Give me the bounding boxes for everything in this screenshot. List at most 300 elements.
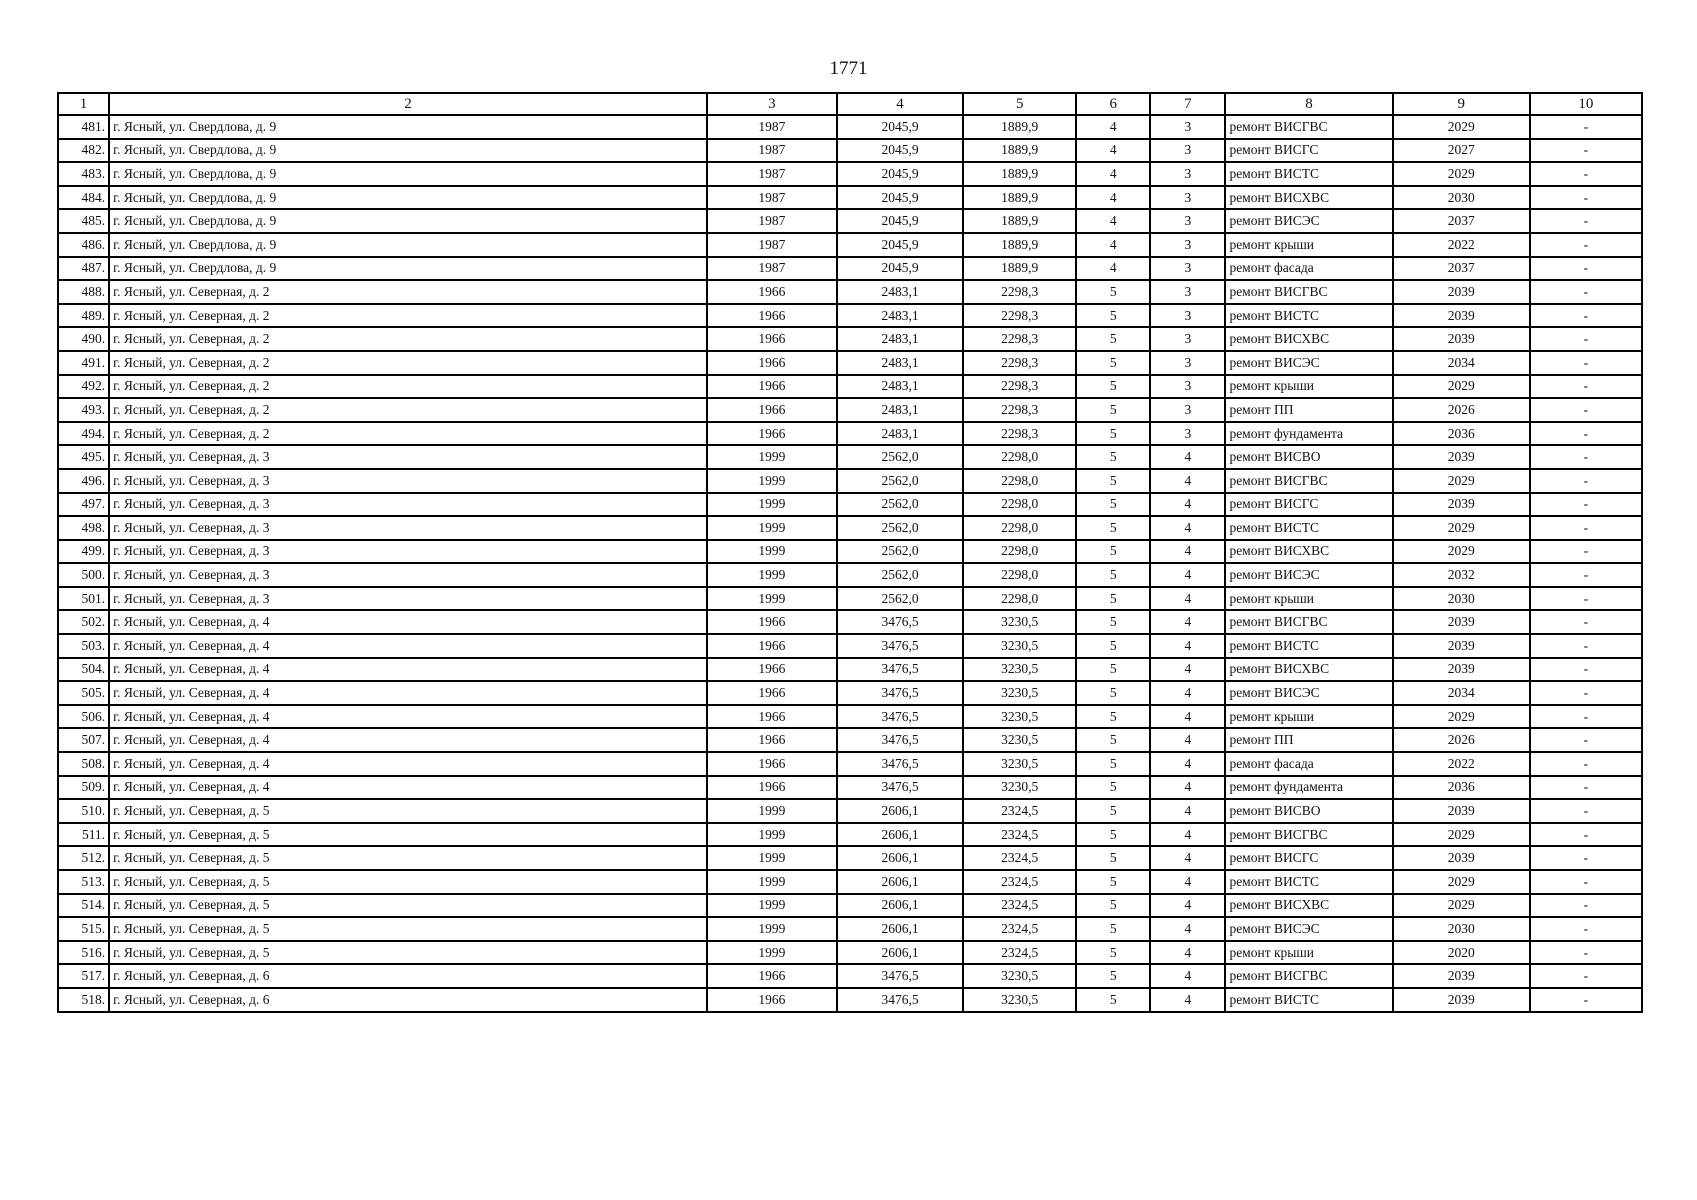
total-area-cell: 3476,5 xyxy=(837,752,963,776)
planned-year-cell: 2039 xyxy=(1393,493,1530,517)
column-header: 7 xyxy=(1150,93,1225,115)
work-type-cell: ремонт ВИСТС xyxy=(1225,988,1392,1012)
address-cell: г. Ясный, ул. Северная, д. 5 xyxy=(109,799,707,823)
year-built-cell: 1966 xyxy=(707,776,837,800)
living-area-cell: 3230,5 xyxy=(963,728,1076,752)
table-row xyxy=(58,398,1642,422)
floors-cell: 5 xyxy=(1076,634,1150,658)
floors-cell: 5 xyxy=(1076,799,1150,823)
address-cell: г. Ясный, ул. Свердлова, д. 9 xyxy=(109,209,707,233)
planned-year-cell: 2026 xyxy=(1393,728,1530,752)
entrances-cell: 4 xyxy=(1150,540,1225,564)
floors-cell: 5 xyxy=(1076,964,1150,988)
floors-cell: 5 xyxy=(1076,422,1150,446)
row-number-cell: 486. xyxy=(58,233,109,257)
note-cell: - xyxy=(1530,257,1642,281)
work-type-cell: ремонт ВИСГС xyxy=(1225,493,1392,517)
year-built-cell: 1966 xyxy=(707,728,837,752)
floors-cell: 5 xyxy=(1076,681,1150,705)
year-built-cell: 1999 xyxy=(707,941,837,965)
row-number-cell: 494. xyxy=(58,422,109,446)
work-type-cell: ремонт ВИСЭС xyxy=(1225,563,1392,587)
living-area-cell: 3230,5 xyxy=(963,634,1076,658)
work-type-cell: ремонт ВИСЭС xyxy=(1225,209,1392,233)
note-cell: - xyxy=(1530,894,1642,918)
address-cell: г. Ясный, ул. Северная, д. 5 xyxy=(109,823,707,847)
total-area-cell: 3476,5 xyxy=(837,776,963,800)
entrances-cell: 4 xyxy=(1150,634,1225,658)
floors-cell: 5 xyxy=(1076,516,1150,540)
floors-cell: 5 xyxy=(1076,894,1150,918)
planned-year-cell: 2029 xyxy=(1393,162,1530,186)
planned-year-cell: 2029 xyxy=(1393,115,1530,139)
living-area-cell: 2298,0 xyxy=(963,469,1076,493)
entrances-cell: 4 xyxy=(1150,941,1225,965)
living-area-cell: 2324,5 xyxy=(963,823,1076,847)
living-area-cell: 2324,5 xyxy=(963,917,1076,941)
note-cell: - xyxy=(1530,186,1642,210)
floors-cell: 5 xyxy=(1076,563,1150,587)
row-number-cell: 509. xyxy=(58,776,109,800)
row-number-cell: 490. xyxy=(58,327,109,351)
total-area-cell: 2562,0 xyxy=(837,563,963,587)
table-header-row xyxy=(58,93,1642,115)
work-type-cell: ремонт фасада xyxy=(1225,257,1392,281)
floors-cell: 5 xyxy=(1076,870,1150,894)
row-number-cell: 515. xyxy=(58,917,109,941)
year-built-cell: 1999 xyxy=(707,799,837,823)
living-area-cell: 2298,3 xyxy=(963,304,1076,328)
address-cell: г. Ясный, ул. Свердлова, д. 9 xyxy=(109,186,707,210)
table-row xyxy=(58,705,1642,729)
floors-cell: 5 xyxy=(1076,587,1150,611)
work-type-cell: ремонт крыши xyxy=(1225,941,1392,965)
total-area-cell: 2045,9 xyxy=(837,209,963,233)
work-type-cell: ремонт крыши xyxy=(1225,705,1392,729)
total-area-cell: 3476,5 xyxy=(837,634,963,658)
note-cell: - xyxy=(1530,398,1642,422)
address-cell: г. Ясный, ул. Северная, д. 4 xyxy=(109,658,707,682)
total-area-cell: 2606,1 xyxy=(837,917,963,941)
address-cell: г. Ясный, ул. Северная, д. 3 xyxy=(109,445,707,469)
work-type-cell: ремонт ВИСГВС xyxy=(1225,610,1392,634)
address-cell: г. Ясный, ул. Северная, д. 6 xyxy=(109,988,707,1012)
note-cell: - xyxy=(1530,115,1642,139)
table-row xyxy=(58,516,1642,540)
planned-year-cell: 2039 xyxy=(1393,280,1530,304)
planned-year-cell: 2039 xyxy=(1393,658,1530,682)
year-built-cell: 1966 xyxy=(707,304,837,328)
table-body xyxy=(58,115,1642,1012)
planned-year-cell: 2039 xyxy=(1393,304,1530,328)
row-number-cell: 492. xyxy=(58,375,109,399)
year-built-cell: 1987 xyxy=(707,162,837,186)
total-area-cell: 2483,1 xyxy=(837,398,963,422)
living-area-cell: 2298,3 xyxy=(963,280,1076,304)
entrances-cell: 3 xyxy=(1150,375,1225,399)
planned-year-cell: 2029 xyxy=(1393,516,1530,540)
planned-year-cell: 2034 xyxy=(1393,681,1530,705)
table-row xyxy=(58,917,1642,941)
address-cell: г. Ясный, ул. Северная, д. 5 xyxy=(109,917,707,941)
living-area-cell: 2324,5 xyxy=(963,941,1076,965)
floors-cell: 4 xyxy=(1076,162,1150,186)
note-cell: - xyxy=(1530,422,1642,446)
entrances-cell: 4 xyxy=(1150,964,1225,988)
address-cell: г. Ясный, ул. Северная, д. 2 xyxy=(109,327,707,351)
address-cell: г. Ясный, ул. Свердлова, д. 9 xyxy=(109,257,707,281)
total-area-cell: 2045,9 xyxy=(837,139,963,163)
table-row xyxy=(58,894,1642,918)
planned-year-cell: 2029 xyxy=(1393,375,1530,399)
work-type-cell: ремонт ПП xyxy=(1225,728,1392,752)
year-built-cell: 1987 xyxy=(707,186,837,210)
address-cell: г. Ясный, ул. Северная, д. 2 xyxy=(109,280,707,304)
planned-year-cell: 2030 xyxy=(1393,917,1530,941)
floors-cell: 4 xyxy=(1076,257,1150,281)
work-type-cell: ремонт ВИСГВС xyxy=(1225,280,1392,304)
table-row xyxy=(58,870,1642,894)
column-header: 3 xyxy=(707,93,837,115)
living-area-cell: 1889,9 xyxy=(963,186,1076,210)
entrances-cell: 3 xyxy=(1150,115,1225,139)
note-cell: - xyxy=(1530,445,1642,469)
entrances-cell: 4 xyxy=(1150,658,1225,682)
year-built-cell: 1966 xyxy=(707,988,837,1012)
work-type-cell: ремонт ВИСТС xyxy=(1225,304,1392,328)
year-built-cell: 1999 xyxy=(707,894,837,918)
column-header: 4 xyxy=(837,93,963,115)
living-area-cell: 3230,5 xyxy=(963,776,1076,800)
row-number-cell: 511. xyxy=(58,823,109,847)
total-area-cell: 3476,5 xyxy=(837,658,963,682)
total-area-cell: 2606,1 xyxy=(837,941,963,965)
address-cell: г. Ясный, ул. Северная, д. 5 xyxy=(109,870,707,894)
year-built-cell: 1966 xyxy=(707,705,837,729)
floors-cell: 5 xyxy=(1076,728,1150,752)
entrances-cell: 4 xyxy=(1150,610,1225,634)
planned-year-cell: 2036 xyxy=(1393,776,1530,800)
row-number-cell: 513. xyxy=(58,870,109,894)
entrances-cell: 3 xyxy=(1150,327,1225,351)
address-cell: г. Ясный, ул. Северная, д. 3 xyxy=(109,540,707,564)
address-cell: г. Ясный, ул. Северная, д. 4 xyxy=(109,705,707,729)
total-area-cell: 2483,1 xyxy=(837,422,963,446)
living-area-cell: 3230,5 xyxy=(963,610,1076,634)
row-number-cell: 517. xyxy=(58,964,109,988)
floors-cell: 5 xyxy=(1076,752,1150,776)
floors-cell: 5 xyxy=(1076,375,1150,399)
address-cell: г. Ясный, ул. Северная, д. 3 xyxy=(109,563,707,587)
floors-cell: 5 xyxy=(1076,610,1150,634)
year-built-cell: 1966 xyxy=(707,351,837,375)
entrances-cell: 3 xyxy=(1150,351,1225,375)
total-area-cell: 3476,5 xyxy=(837,705,963,729)
column-header: 10 xyxy=(1530,93,1642,115)
row-number-cell: 502. xyxy=(58,610,109,634)
table-row xyxy=(58,469,1642,493)
address-cell: г. Ясный, ул. Свердлова, д. 9 xyxy=(109,162,707,186)
table-row xyxy=(58,752,1642,776)
entrances-cell: 4 xyxy=(1150,516,1225,540)
address-cell: г. Ясный, ул. Северная, д. 2 xyxy=(109,375,707,399)
floors-cell: 5 xyxy=(1076,469,1150,493)
note-cell: - xyxy=(1530,209,1642,233)
row-number-cell: 481. xyxy=(58,115,109,139)
note-cell: - xyxy=(1530,304,1642,328)
table-row xyxy=(58,445,1642,469)
work-type-cell: ремонт ВИСВО xyxy=(1225,799,1392,823)
table-row xyxy=(58,186,1642,210)
living-area-cell: 2298,0 xyxy=(963,493,1076,517)
address-cell: г. Ясный, ул. Свердлова, д. 9 xyxy=(109,139,707,163)
floors-cell: 4 xyxy=(1076,139,1150,163)
row-number-cell: 514. xyxy=(58,894,109,918)
table-row xyxy=(58,988,1642,1012)
planned-year-cell: 2039 xyxy=(1393,610,1530,634)
table-row xyxy=(58,162,1642,186)
page-number: 1771 xyxy=(829,58,868,79)
entrances-cell: 4 xyxy=(1150,587,1225,611)
row-number-cell: 493. xyxy=(58,398,109,422)
entrances-cell: 4 xyxy=(1150,705,1225,729)
note-cell: - xyxy=(1530,799,1642,823)
work-type-cell: ремонт ВИСТС xyxy=(1225,870,1392,894)
total-area-cell: 2562,0 xyxy=(837,587,963,611)
note-cell: - xyxy=(1530,327,1642,351)
living-area-cell: 3230,5 xyxy=(963,964,1076,988)
total-area-cell: 2483,1 xyxy=(837,351,963,375)
living-area-cell: 3230,5 xyxy=(963,681,1076,705)
address-cell: г. Ясный, ул. Северная, д. 3 xyxy=(109,493,707,517)
floors-cell: 5 xyxy=(1076,327,1150,351)
work-type-cell: ремонт фундамента xyxy=(1225,776,1392,800)
planned-year-cell: 2029 xyxy=(1393,870,1530,894)
total-area-cell: 3476,5 xyxy=(837,610,963,634)
total-area-cell: 2606,1 xyxy=(837,799,963,823)
work-type-cell: ремонт ВИСГС xyxy=(1225,846,1392,870)
note-cell: - xyxy=(1530,233,1642,257)
year-built-cell: 1966 xyxy=(707,375,837,399)
table-row xyxy=(58,422,1642,446)
entrances-cell: 4 xyxy=(1150,469,1225,493)
floors-cell: 5 xyxy=(1076,823,1150,847)
row-number-cell: 491. xyxy=(58,351,109,375)
entrances-cell: 4 xyxy=(1150,776,1225,800)
address-cell: г. Ясный, ул. Северная, д. 4 xyxy=(109,728,707,752)
year-built-cell: 1999 xyxy=(707,823,837,847)
address-cell: г. Ясный, ул. Северная, д. 4 xyxy=(109,634,707,658)
row-number-cell: 507. xyxy=(58,728,109,752)
table-row xyxy=(58,280,1642,304)
total-area-cell: 2483,1 xyxy=(837,304,963,328)
total-area-cell: 3476,5 xyxy=(837,728,963,752)
work-type-cell: ремонт ВИСГВС xyxy=(1225,115,1392,139)
entrances-cell: 3 xyxy=(1150,139,1225,163)
row-number-cell: 487. xyxy=(58,257,109,281)
address-cell: г. Ясный, ул. Северная, д. 2 xyxy=(109,422,707,446)
row-number-cell: 488. xyxy=(58,280,109,304)
address-cell: г. Ясный, ул. Северная, д. 4 xyxy=(109,776,707,800)
living-area-cell: 2324,5 xyxy=(963,894,1076,918)
note-cell: - xyxy=(1530,823,1642,847)
entrances-cell: 3 xyxy=(1150,186,1225,210)
year-built-cell: 1966 xyxy=(707,752,837,776)
row-number-cell: 508. xyxy=(58,752,109,776)
entrances-cell: 4 xyxy=(1150,728,1225,752)
table-row xyxy=(58,115,1642,139)
living-area-cell: 2324,5 xyxy=(963,846,1076,870)
row-number-cell: 505. xyxy=(58,681,109,705)
note-cell: - xyxy=(1530,139,1642,163)
note-cell: - xyxy=(1530,964,1642,988)
work-type-cell: ремонт ВИСХВС xyxy=(1225,658,1392,682)
living-area-cell: 1889,9 xyxy=(963,209,1076,233)
work-type-cell: ремонт ВИСХВС xyxy=(1225,540,1392,564)
living-area-cell: 2298,3 xyxy=(963,327,1076,351)
floors-cell: 5 xyxy=(1076,988,1150,1012)
floors-cell: 5 xyxy=(1076,846,1150,870)
entrances-cell: 3 xyxy=(1150,398,1225,422)
address-cell: г. Ясный, ул. Северная, д. 6 xyxy=(109,964,707,988)
note-cell: - xyxy=(1530,375,1642,399)
table-row xyxy=(58,327,1642,351)
address-cell: г. Ясный, ул. Северная, д. 4 xyxy=(109,681,707,705)
entrances-cell: 4 xyxy=(1150,681,1225,705)
year-built-cell: 1966 xyxy=(707,280,837,304)
floors-cell: 5 xyxy=(1076,917,1150,941)
entrances-cell: 4 xyxy=(1150,846,1225,870)
total-area-cell: 2483,1 xyxy=(837,280,963,304)
entrances-cell: 3 xyxy=(1150,422,1225,446)
entrances-cell: 4 xyxy=(1150,988,1225,1012)
note-cell: - xyxy=(1530,540,1642,564)
planned-year-cell: 2029 xyxy=(1393,823,1530,847)
planned-year-cell: 2030 xyxy=(1393,186,1530,210)
entrances-cell: 3 xyxy=(1150,209,1225,233)
work-type-cell: ремонт ВИСГС xyxy=(1225,139,1392,163)
note-cell: - xyxy=(1530,610,1642,634)
year-built-cell: 1987 xyxy=(707,233,837,257)
note-cell: - xyxy=(1530,634,1642,658)
living-area-cell: 2324,5 xyxy=(963,799,1076,823)
address-cell: г. Ясный, ул. Северная, д. 2 xyxy=(109,398,707,422)
address-cell: г. Ясный, ул. Северная, д. 4 xyxy=(109,610,707,634)
note-cell: - xyxy=(1530,705,1642,729)
address-cell: г. Ясный, ул. Северная, д. 4 xyxy=(109,752,707,776)
planned-year-cell: 2029 xyxy=(1393,894,1530,918)
note-cell: - xyxy=(1530,658,1642,682)
row-number-cell: 504. xyxy=(58,658,109,682)
note-cell: - xyxy=(1530,469,1642,493)
note-cell: - xyxy=(1530,728,1642,752)
year-built-cell: 1999 xyxy=(707,540,837,564)
work-type-cell: ремонт ВИСГВС xyxy=(1225,964,1392,988)
entrances-cell: 4 xyxy=(1150,752,1225,776)
total-area-cell: 2045,9 xyxy=(837,186,963,210)
total-area-cell: 3476,5 xyxy=(837,964,963,988)
table-row xyxy=(58,799,1642,823)
table-row xyxy=(58,776,1642,800)
column-header: 2 xyxy=(109,93,707,115)
row-number-cell: 495. xyxy=(58,445,109,469)
year-built-cell: 1987 xyxy=(707,115,837,139)
floors-cell: 4 xyxy=(1076,115,1150,139)
entrances-cell: 4 xyxy=(1150,445,1225,469)
note-cell: - xyxy=(1530,917,1642,941)
note-cell: - xyxy=(1530,988,1642,1012)
living-area-cell: 3230,5 xyxy=(963,752,1076,776)
planned-year-cell: 2030 xyxy=(1393,587,1530,611)
planned-year-cell: 2029 xyxy=(1393,540,1530,564)
total-area-cell: 2562,0 xyxy=(837,445,963,469)
planned-year-cell: 2022 xyxy=(1393,752,1530,776)
planned-year-cell: 2039 xyxy=(1393,846,1530,870)
planned-year-cell: 2037 xyxy=(1393,209,1530,233)
address-cell: г. Ясный, ул. Северная, д. 5 xyxy=(109,941,707,965)
total-area-cell: 2045,9 xyxy=(837,162,963,186)
living-area-cell: 2298,0 xyxy=(963,445,1076,469)
living-area-cell: 1889,9 xyxy=(963,139,1076,163)
total-area-cell: 3476,5 xyxy=(837,988,963,1012)
address-cell: г. Ясный, ул. Свердлова, д. 9 xyxy=(109,115,707,139)
note-cell: - xyxy=(1530,587,1642,611)
row-number-cell: 503. xyxy=(58,634,109,658)
floors-cell: 4 xyxy=(1076,233,1150,257)
total-area-cell: 2606,1 xyxy=(837,894,963,918)
work-type-cell: ремонт крыши xyxy=(1225,587,1392,611)
table-row xyxy=(58,658,1642,682)
planned-year-cell: 2034 xyxy=(1393,351,1530,375)
note-cell: - xyxy=(1530,351,1642,375)
total-area-cell: 2562,0 xyxy=(837,516,963,540)
year-built-cell: 1999 xyxy=(707,846,837,870)
table-row xyxy=(58,587,1642,611)
year-built-cell: 1999 xyxy=(707,445,837,469)
year-built-cell: 1966 xyxy=(707,681,837,705)
note-cell: - xyxy=(1530,870,1642,894)
work-type-cell: ремонт ПП xyxy=(1225,398,1392,422)
living-area-cell: 1889,9 xyxy=(963,162,1076,186)
row-number-cell: 500. xyxy=(58,563,109,587)
note-cell: - xyxy=(1530,563,1642,587)
living-area-cell: 2298,3 xyxy=(963,398,1076,422)
entrances-cell: 4 xyxy=(1150,917,1225,941)
work-type-cell: ремонт крыши xyxy=(1225,375,1392,399)
year-built-cell: 1966 xyxy=(707,398,837,422)
note-cell: - xyxy=(1530,681,1642,705)
living-area-cell: 2298,3 xyxy=(963,375,1076,399)
total-area-cell: 2562,0 xyxy=(837,469,963,493)
entrances-cell: 4 xyxy=(1150,799,1225,823)
table-row xyxy=(58,304,1642,328)
address-cell: г. Ясный, ул. Северная, д. 2 xyxy=(109,304,707,328)
row-number-cell: 485. xyxy=(58,209,109,233)
row-number-cell: 497. xyxy=(58,493,109,517)
entrances-cell: 4 xyxy=(1150,870,1225,894)
work-type-cell: ремонт ВИСЭС xyxy=(1225,351,1392,375)
column-header: 5 xyxy=(963,93,1076,115)
entrances-cell: 4 xyxy=(1150,823,1225,847)
work-type-cell: ремонт крыши xyxy=(1225,233,1392,257)
living-area-cell: 1889,9 xyxy=(963,257,1076,281)
entrances-cell: 4 xyxy=(1150,563,1225,587)
note-cell: - xyxy=(1530,846,1642,870)
table-row xyxy=(58,139,1642,163)
table-row xyxy=(58,681,1642,705)
planned-year-cell: 2039 xyxy=(1393,445,1530,469)
column-header: 1 xyxy=(58,93,109,115)
